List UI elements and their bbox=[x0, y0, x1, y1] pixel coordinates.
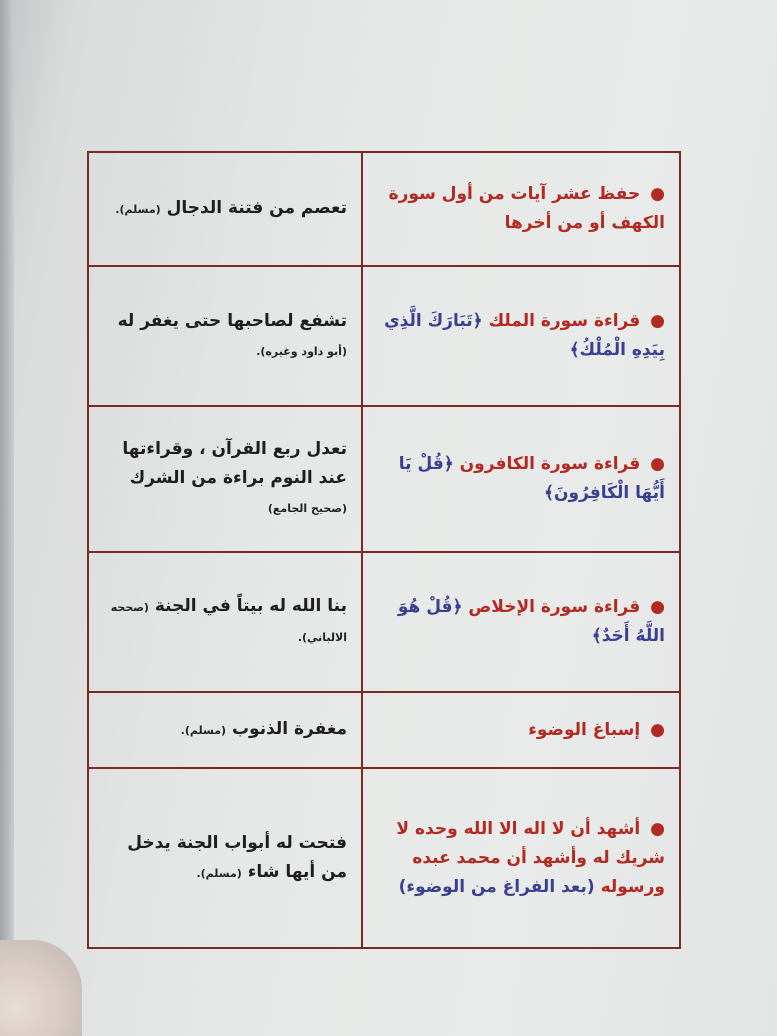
deed-cell bbox=[362, 768, 680, 948]
deed-text: إسباغ الوضوء bbox=[528, 719, 641, 740]
table-row bbox=[88, 266, 680, 406]
deed-text: قراءة سورة الملك bbox=[488, 311, 641, 331]
table-row bbox=[88, 552, 680, 692]
deed-text: قراءة سورة الكافرون bbox=[459, 454, 641, 474]
page-gutter bbox=[0, 0, 14, 1036]
quran-verse: ﴿تَبَارَكَ الَّذِي بِيَدِهِ الْمُلْكُ﴾ bbox=[384, 311, 665, 360]
deed-cell bbox=[362, 406, 680, 552]
deed-text: حفظ عشر آيات من أول سورة الكهف أو من أخرها bbox=[388, 184, 665, 233]
source-citation: (مسلم). bbox=[180, 724, 227, 737]
reward-text: بنا الله له بيتاً في الجنة bbox=[154, 596, 347, 616]
deed-cell bbox=[362, 152, 680, 266]
reward-text: تعدل ربع القرآن ، وقراءتها عند النوم براءة من الشرك bbox=[122, 439, 347, 488]
reward-text: تعصم من فتنة الدجال bbox=[166, 198, 347, 218]
deed-cell bbox=[362, 692, 680, 768]
reward-text: فتحت له أبواب الجنة يدخل من أيها شاء bbox=[127, 832, 347, 882]
table-row bbox=[88, 152, 680, 266]
deed-text: قراءة سورة الإخلاص bbox=[468, 597, 641, 617]
table-row bbox=[88, 768, 680, 948]
source-citation: (مسلم). bbox=[196, 866, 242, 880]
source-citation: (مسلم). bbox=[115, 203, 161, 216]
bullet-icon: ● bbox=[650, 184, 665, 204]
quran-verse: ﴿قُلْ هُوَ اللَّهُ أَحَدٌ﴾ bbox=[397, 597, 665, 646]
reward-cell bbox=[88, 152, 362, 266]
table-row bbox=[88, 692, 680, 768]
deed-text: أشهد أن لا اله الا الله وحده لا شريك له وأشهد أن محمد عبده ورسوله bbox=[396, 818, 665, 897]
reward-cell bbox=[88, 406, 362, 552]
reward-cell bbox=[88, 552, 362, 692]
bullet-icon: ● bbox=[650, 311, 665, 331]
reward-cell bbox=[88, 266, 362, 406]
reward-cell bbox=[88, 768, 362, 948]
bullet-icon: ● bbox=[650, 454, 665, 474]
reward-text: مغفرة الذنوب bbox=[231, 719, 347, 739]
deed-note: (بعد الفراغ من الوضوء) bbox=[398, 876, 595, 897]
source-citation: (صححه الالباني). bbox=[110, 601, 347, 644]
quran-verse: ﴿قُلْ يَا أَيُّهَا الْكَافِرُونَ﴾ bbox=[398, 454, 665, 503]
table-row bbox=[88, 406, 680, 552]
reward-cell bbox=[88, 692, 362, 768]
bullet-icon: ● bbox=[650, 719, 665, 740]
deed-cell bbox=[362, 552, 680, 692]
deed-cell bbox=[362, 266, 680, 406]
bullet-icon: ● bbox=[650, 597, 665, 617]
virtues-table bbox=[87, 151, 681, 949]
reward-text: تشفع لصاحبها حتى يغفر له bbox=[117, 310, 347, 331]
source-citation: (أبو داود وغيره). bbox=[256, 344, 347, 358]
bullet-icon: ● bbox=[650, 818, 665, 839]
source-citation: (صحيح الجامع) bbox=[267, 502, 347, 515]
